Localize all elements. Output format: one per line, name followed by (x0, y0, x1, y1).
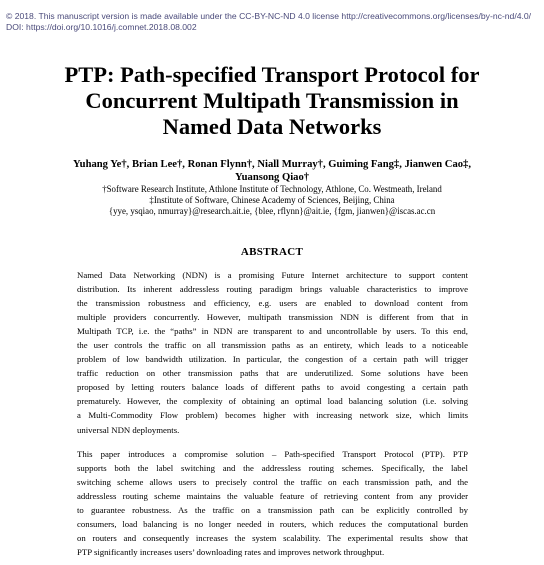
email-line: {yye, ysqiao, nmurray}@research.ait.ie, {blee, rflynn}@ait.ie, {fgm, jianwen}@iscas.ac.cn (108, 206, 436, 217)
license-line: © 2018. This manuscript version is made available under the CC-BY-NC-ND 4.0 license http://creativecommons.org/licenses/by-nc-nd/4.0/ (6, 11, 532, 21)
abstract-paragraph-1 (77, 268, 468, 437)
abstract-line: consumers, load balancing is no longer needed in routers, which reduces the computational burden (77, 519, 468, 530)
abstract-line: multiple providers concurrently. However, multipath transmission NDN is different from that in (77, 312, 468, 323)
abstract-line: universal NDN deployments. (77, 424, 180, 435)
affiliation-line: ‡Institute of Software, Chinese Academy of Sciences, Beijing, China (149, 195, 395, 206)
abstract-line: PTP significantly increases users’ downloading rates and improves network throughput. (77, 547, 385, 558)
abstract-paragraph-2 (77, 447, 468, 559)
paper-title (20, 62, 524, 140)
license-notice (6, 11, 542, 33)
abstract-line: the user controls the traffic on all transmission paths as an entirety, which leads to a noticeable (77, 340, 468, 351)
title-line: Concurrent Multipath Transmission in (85, 88, 459, 113)
abstract-line: Named Data Networking (NDN) is a promising Future Internet architecture to support content (77, 270, 468, 280)
author-line: Yuansong Qiao† (234, 172, 310, 183)
abstract-line: addressless routing scheme maintains the valuable feature of retrieving content from any provider (77, 491, 468, 502)
doi-line: DOI: https://doi.org/10.1016/j.comnet.2018.08.002 (6, 22, 197, 32)
abstract-heading: ABSTRACT (240, 246, 304, 258)
abstract-line: problem of low bandwidth utilization. In particular, the congestion of a certain path will trigger (77, 354, 468, 365)
abstract-line: the transmission robustness and efficiency, e.g. users are enabled to download content from (77, 298, 468, 309)
abstract-line: a Multi-Commodity Flow problem) becomes higher with increasing network size, which limits (77, 410, 468, 421)
abstract-line: to guarantee robustness. As the traffic on a transmission path can be explicitly controlled by (77, 505, 468, 516)
author-line: Yuhang Ye†, Brian Lee†, Ronan Flynn†, Niall Murray†, Guiming Fang‡, Jianwen Cao‡, (73, 159, 471, 170)
affiliation-line: †Software Research Institute, Athlone Institute of Technology, Athlone, Co. Westmeath, Ireland (102, 184, 442, 194)
abstract-line: traffic reduction on other transmission paths that are underutilized. Some solutions have been (77, 368, 468, 379)
affiliations (40, 184, 504, 218)
abstract-line: on routers and consequently increases the system scalability. The experimental results show that (77, 533, 468, 544)
author-list (40, 158, 504, 184)
abstract-line: proposed by letting routers balance loads of different paths to avoid congesting a certain path (77, 382, 468, 393)
abstract-line: Multipath TCP, i.e. the “paths” in NDN are transparent to and uncontrollable by users. To this end, (77, 326, 468, 337)
abstract-line: prematurely. However, the complexity of obtaining an optimal load balancing solution (i.e. solving (77, 396, 468, 407)
title-line: Named Data Networks (162, 114, 382, 139)
abstract-line: distribution. Its inherent addressless routing paradigm brings valuable characteristics to improve (77, 284, 468, 295)
abstract-line: supports both the label switching and the addressless routing schemes. Specifically, the label (77, 463, 468, 474)
title-line: PTP: Path-specified Transport Protocol for (64, 62, 480, 87)
abstract-line: This paper introduces a compromise solution – Path-specified Transport Protocol (PTP). PTP (77, 449, 468, 459)
abstract-line: switching scheme allows users to precisely control the traffic on each transmission path, and the (77, 477, 468, 488)
